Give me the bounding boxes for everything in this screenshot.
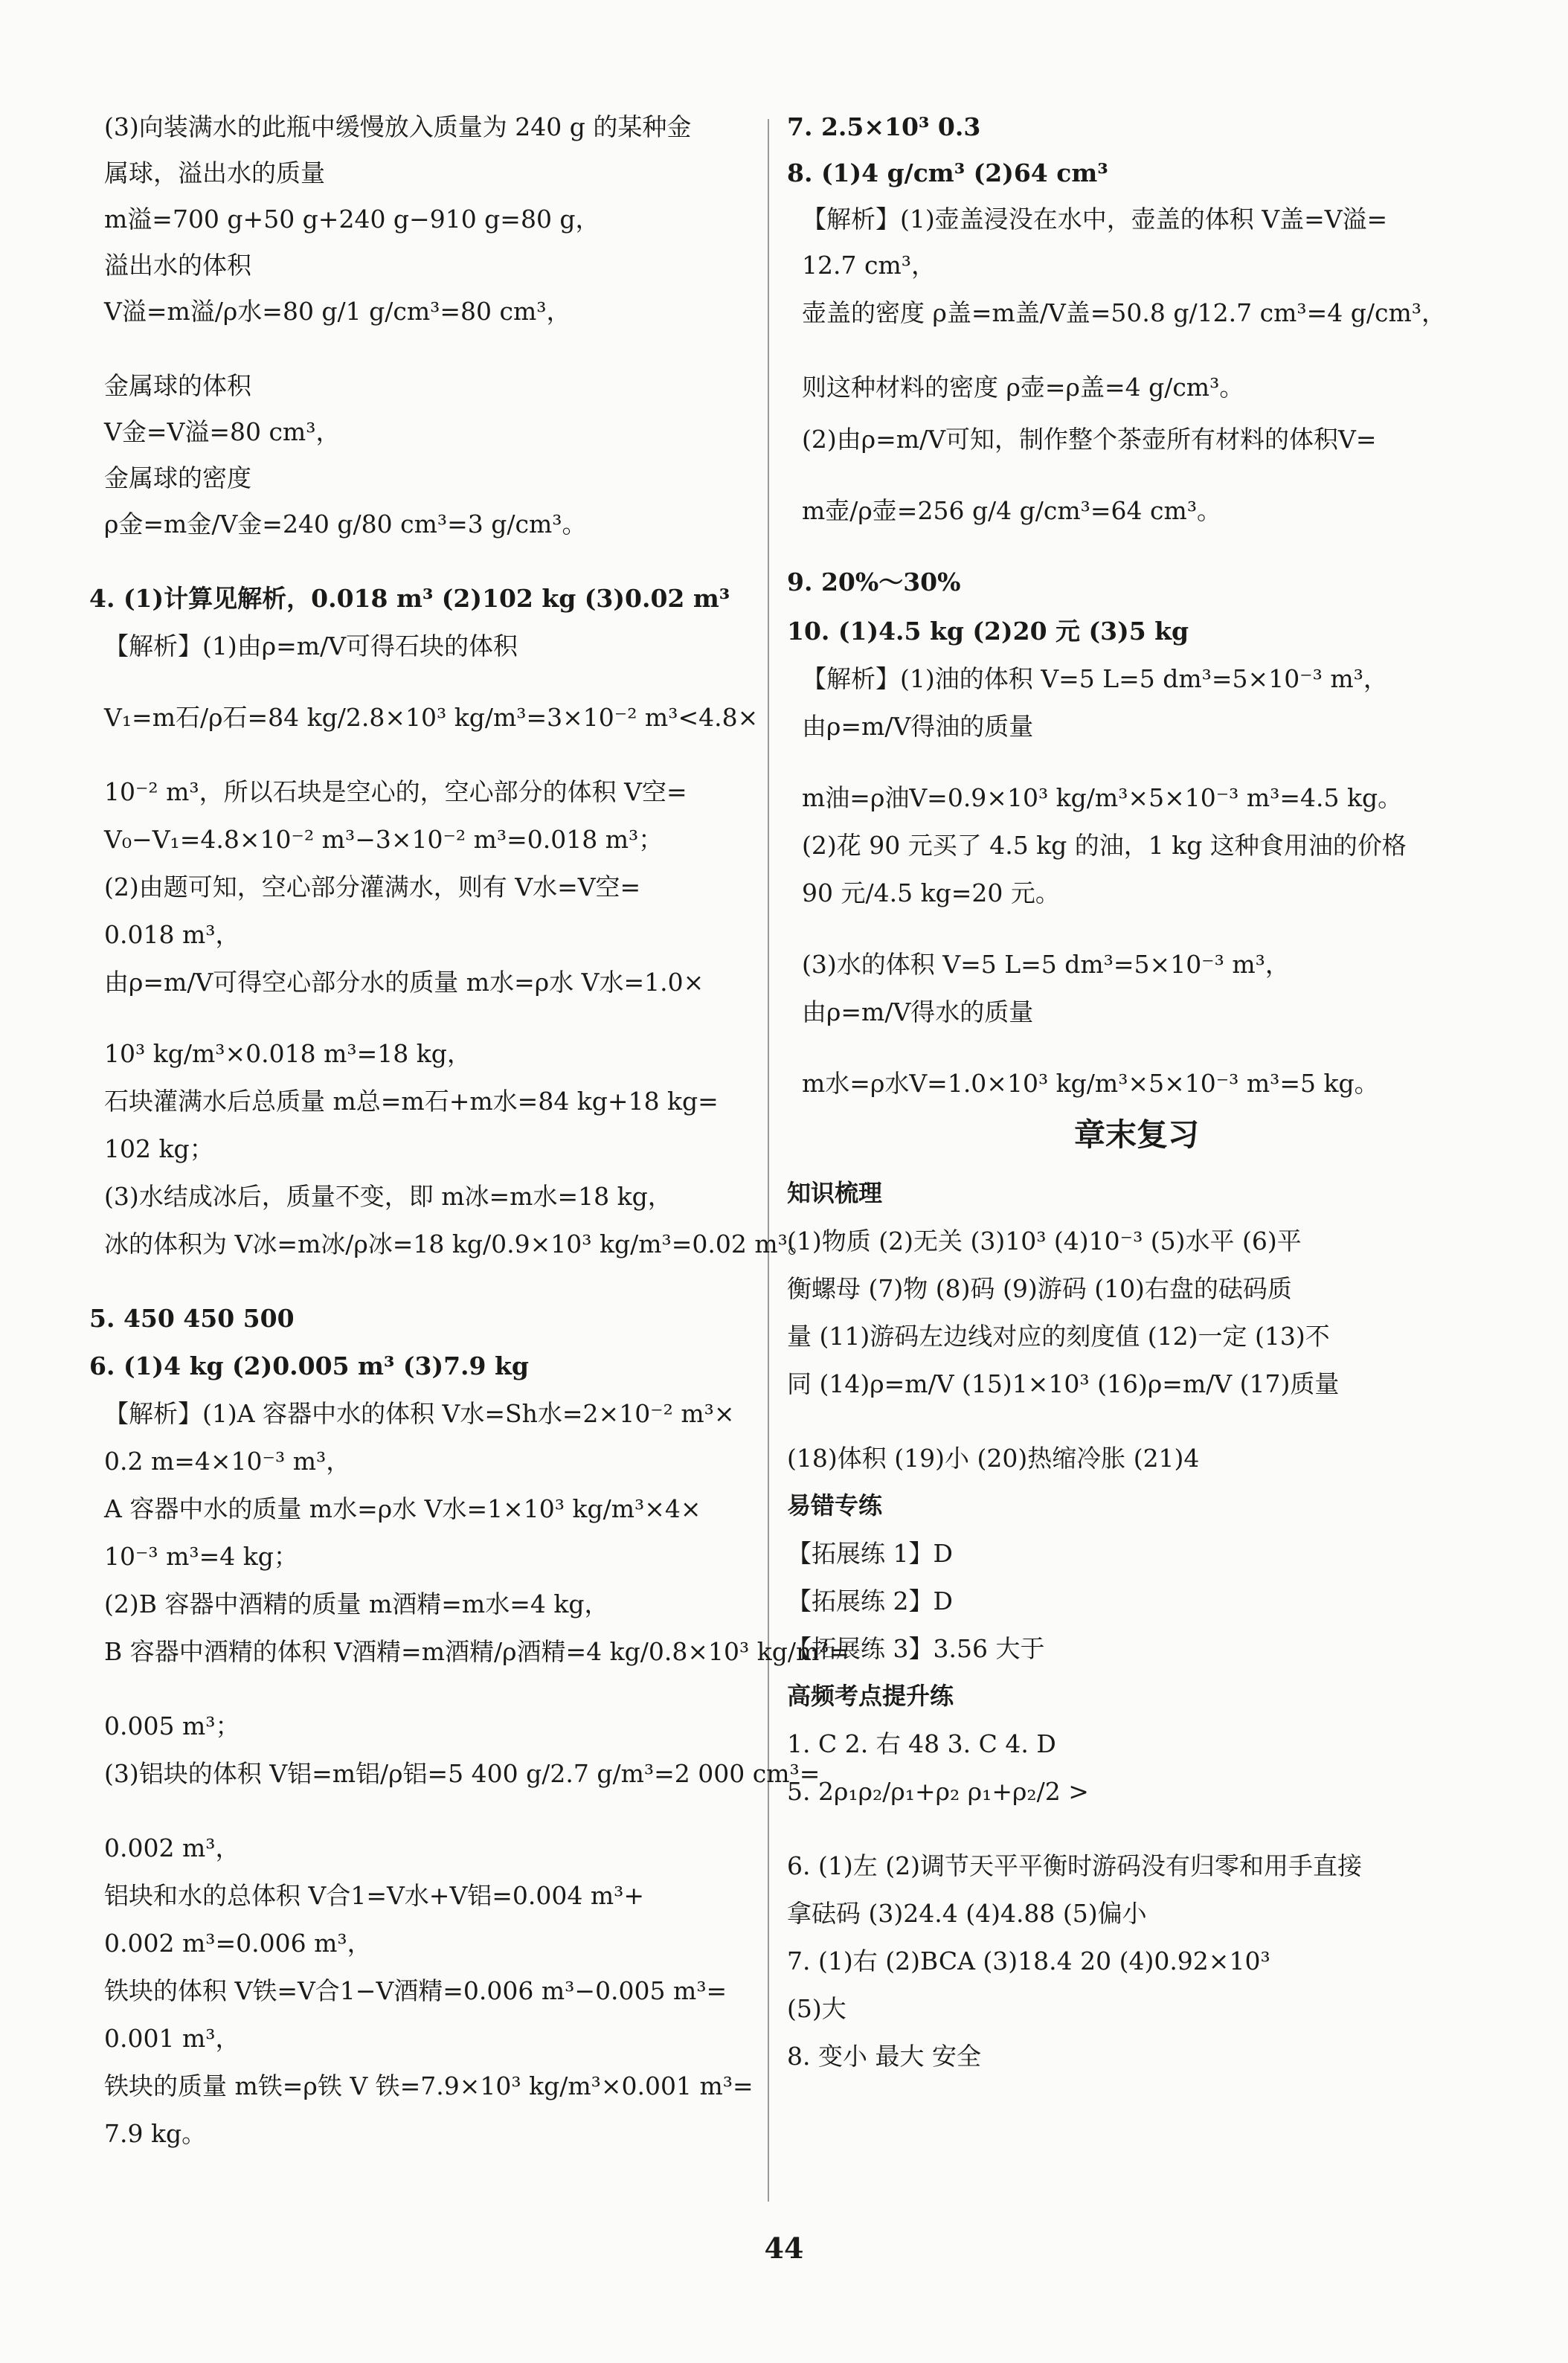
text-line: 金属球的体积 — [104, 371, 251, 400]
text-line: 则这种材料的密度 ρ壶=ρ盖=4 g/cm³。 — [802, 373, 1244, 402]
answer-item: 9. 20%～30% — [787, 568, 961, 597]
text-line: (3)水结成冰后，质量不变，即 m冰=m水=18 kg， — [104, 1182, 672, 1211]
formula-line: ρ金=m金/V金=240 g/80 cm³=3 g/cm³。 — [104, 509, 587, 538]
text-line: V₀−V₁=4.8×10⁻² m³−3×10⁻² m³=0.018 m³； — [104, 825, 663, 854]
text-line: 0.002 m³=0.006 m³， — [104, 1929, 372, 1958]
analysis-line: 【解析】(1)壶盖浸没在水中，壶盖的体积 V盖=V溢= — [802, 205, 1388, 234]
formula-line: (3)铝块的体积 V铝=m铝/ρ铝=5 400 g/2.7 g/m³=2 000 cm³= — [104, 1759, 820, 1788]
formula-line: V溢=m溢/ρ水=80 g/1 g/cm³=80 cm³， — [104, 297, 571, 326]
text-line: m溢=700 g+50 g+240 g−910 g=80 g， — [104, 205, 600, 234]
text-line: A 容器中水的质量 m水=ρ水 V水=1×10³ kg/m³×4× — [104, 1494, 701, 1523]
formula-line: B 容器中酒精的体积 V酒精=m酒精/ρ酒精=4 kg/0.8×10³ kg/m³= — [104, 1637, 850, 1666]
answer-item: 4. (1)计算见解析，0.018 m³ (2)102 kg (3)0.02 m³ — [89, 584, 730, 613]
text-line: 10⁻³ m³=4 kg； — [104, 1542, 298, 1571]
analysis-line: 【解析】(1)油的体积 V=5 L=5 dm³=5×10⁻³ m³， — [802, 664, 1388, 693]
text-line: 铁块的体积 V铁=V合1−V酒精=0.006 m³−0.005 m³= — [104, 1976, 727, 2005]
text-line: 0.002 m³， — [104, 1833, 240, 1862]
page-number: 44 — [764, 2231, 804, 2265]
text-line: 量 (11)游码左边线对应的刻度值 (12)一定 (13)不 — [787, 1322, 1330, 1351]
text-line: 由ρ=m/V可得空心部分水的质量 m水=ρ水 V水=1.0× — [104, 968, 704, 997]
analysis-line: 【解析】(1)由ρ=m/V可得石块的体积 — [104, 631, 518, 660]
text-line: 0.005 m³； — [104, 1711, 240, 1740]
text-line: 10³ kg/m³×0.018 m³=18 kg， — [104, 1039, 472, 1068]
answer-item: 7. 2.5×10³ 0.3 — [787, 112, 981, 141]
exercise-answer: 【拓展练 1】D — [787, 1539, 953, 1568]
text-line: (3)水的体积 V=5 L=5 dm³=5×10⁻³ m³， — [802, 950, 1290, 979]
formula-line: V₁=m石/ρ石=84 kg/2.8×10³ kg/m³=3×10⁻² m³<4.8× — [104, 703, 759, 732]
text-line: 金属球的密度 — [104, 463, 251, 492]
text-line: 10⁻² m³，所以石块是空心的，空心部分的体积 V空= — [104, 777, 687, 806]
section-heading: 高频考点提升练 — [787, 1682, 954, 1710]
text-line: 102 kg； — [104, 1134, 214, 1163]
answer-item: 6. (1)左 (2)调节天平平衡时游码没有归零和用手直接 — [787, 1851, 1362, 1880]
formula-line: 壶盖的密度 ρ盖=m盖/V盖=50.8 g/12.7 cm³=4 g/cm³， — [802, 298, 1446, 327]
text-line: 属球，溢出水的质量 — [104, 158, 325, 187]
text-line: 铝块和水的总体积 V合1=V水+V铝=0.004 m³+ — [104, 1881, 645, 1910]
text-line: 由ρ=m/V得油的质量 — [802, 712, 1034, 741]
section-heading: 易错专练 — [787, 1491, 883, 1520]
text-line: (1)物质 (2)无关 (3)10³ (4)10⁻³ (5)水平 (6)平 — [787, 1226, 1302, 1256]
formula-line: 冰的体积为 V冰=m冰/ρ冰=18 kg/0.9×10³ kg/m³=0.02 m³。 — [104, 1229, 812, 1258]
formula-line: m壶/ρ壶=256 g/4 g/cm³=64 cm³。 — [802, 496, 1222, 525]
answer-item: 6. (1)4 kg (2)0.005 m³ (3)7.9 kg — [89, 1351, 529, 1380]
text-line: (2)花 90 元买了 4.5 kg 的油，1 kg 这种食用油的价格 — [802, 831, 1407, 860]
text-line: 铁块的质量 m铁=ρ铁 V 铁=7.9×10³ kg/m³×0.001 m³= — [104, 2071, 754, 2100]
answer-item: 7. (1)右 (2)BCA (3)18.4 20 (4)0.92×10³ — [787, 1946, 1270, 1975]
text-line: 拿砝码 (3)24.4 (4)4.88 (5)偏小 — [787, 1899, 1147, 1928]
text-line: 0.018 m³， — [104, 920, 240, 949]
text-line: m油=ρ油V=0.9×10³ kg/m³×5×10⁻³ m³=4.5 kg。 — [802, 783, 1403, 812]
answer-item: 5. 450 450 500 — [89, 1304, 295, 1333]
text-line: V金=V溢=80 cm³， — [104, 417, 341, 446]
analysis-line: 【解析】(1)A 容器中水的体积 V水=Sh水=2×10⁻² m³× — [104, 1399, 735, 1428]
text-line: 7.9 kg。 — [104, 2119, 207, 2148]
answer-item: 8. (1)4 g/cm³ (2)64 cm³ — [787, 158, 1108, 187]
text-line: 衡螺母 (7)物 (8)码 (9)游码 (10)右盘的砝码质 — [787, 1274, 1292, 1303]
exercise-answer: 【拓展练 2】D — [787, 1586, 953, 1615]
text-line: 由ρ=m/V得水的质量 — [802, 997, 1034, 1026]
exercise-answer: 【拓展练 3】3.56 大于 — [787, 1634, 1045, 1663]
formula-line: 5. 2ρ₁ρ₂/ρ₁+ρ₂ ρ₁+ρ₂/2 > — [787, 1777, 1089, 1806]
answer-item: 1. C 2. 右 48 3. C 4. D — [787, 1729, 1056, 1758]
right-column — [787, 112, 1486, 2089]
text-line: (2)由题可知，空心部分灌满水，则有 V水=V空= — [104, 872, 641, 901]
text-line: 溢出水的体积 — [104, 251, 251, 280]
text-line: (2)B 容器中酒精的质量 m酒精=m水=4 kg， — [104, 1589, 609, 1618]
answer-item: 8. 变小 最大 安全 — [787, 2042, 981, 2071]
column-divider — [768, 119, 769, 2202]
text-line: (3)向装满水的此瓶中缓慢放入质量为 240 g 的某种金 — [104, 112, 692, 141]
section-heading: 知识梳理 — [787, 1179, 883, 1207]
formula-line: 90 元/4.5 kg=20 元。 — [802, 878, 1060, 907]
text-line: (2)由ρ=m/V可知，制作整个茶壶所有材料的体积V= — [802, 425, 1377, 454]
text-line: (5)大 — [787, 1994, 846, 2023]
section-title: 章末复习 — [1073, 1116, 1199, 1153]
text-line: 0.2 m=4×10⁻³ m³， — [104, 1447, 351, 1476]
answer-item: 10. (1)4.5 kg (2)20 元 (3)5 kg — [787, 617, 1189, 646]
text-line: 12.7 cm³， — [802, 251, 936, 280]
text-line: (18)体积 (19)小 (20)热缩冷胀 (21)4 — [787, 1444, 1200, 1473]
text-line: 0.001 m³， — [104, 2024, 240, 2053]
text-line: m水=ρ水V=1.0×10³ kg/m³×5×10⁻³ m³=5 kg。 — [802, 1069, 1379, 1098]
text-line: 石块灌满水后总质量 m总=m石+m水=84 kg+18 kg= — [104, 1087, 719, 1116]
formula-line: 同 (14)ρ=m/V (15)1×10³ (16)ρ=m/V (17)质量 — [787, 1369, 1340, 1398]
